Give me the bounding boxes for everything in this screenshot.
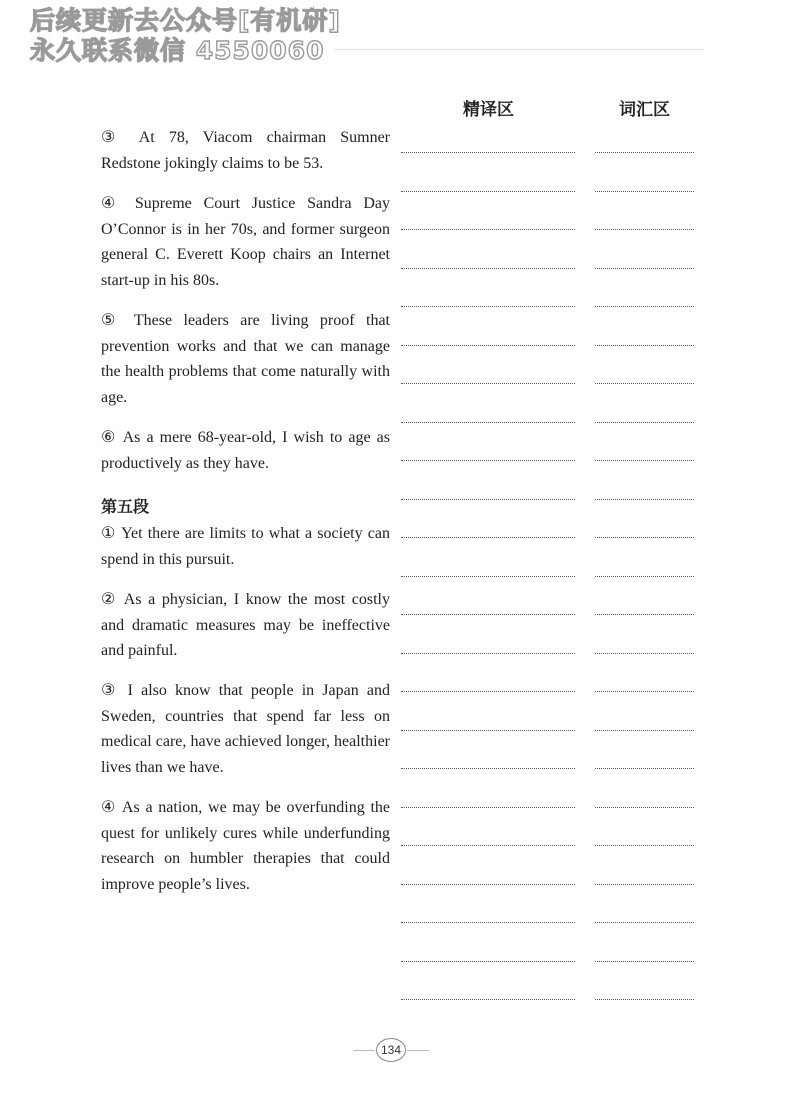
translation-writing-line (401, 768, 575, 769)
paragraph-sentence-6: ⑥ As a mere 68-year-old, I wish to age as productively as they have. (101, 429, 390, 472)
paragraph-5-sentence-3: ③ I also know that people in Japan and Sweden, countries that spend far less on medical care, have achieved longer, healthier lives than we have. (101, 682, 390, 776)
page-number: 134 (376, 1038, 406, 1062)
vocabulary-writing-line (595, 345, 694, 346)
translation-writing-line (401, 460, 575, 461)
vocabulary-writing-line (595, 152, 694, 153)
translation-writing-line (401, 614, 575, 615)
translation-writing-line (401, 922, 575, 923)
vocabulary-column-heading: 词汇区 (619, 100, 670, 120)
translation-writing-line (401, 730, 575, 731)
translation-writing-line (401, 845, 575, 846)
paragraph-5-sentence-1: ① Yet there are limits to what a society can spend in this pursuit. (101, 525, 390, 568)
watermark-line-1: 后续更新去公众号[有机研] (30, 6, 341, 35)
translation-writing-line (401, 306, 575, 307)
vocabulary-writing-line (595, 768, 694, 769)
vocabulary-writing-line (595, 306, 694, 307)
paragraph-sentence-5: ⑤ These leaders are living proof that prevention works and that we can manage the health problems that come naturally with age. (101, 312, 390, 406)
vocabulary-writing-line (595, 807, 694, 808)
translation-writing-line (401, 961, 575, 962)
vocabulary-writing-line (595, 499, 694, 500)
translation-writing-line (401, 345, 575, 346)
vocabulary-writing-line (595, 999, 694, 1000)
vocabulary-writing-line (595, 691, 694, 692)
paragraph-5-sentence-2: ② As a physician, I know the most costly and dramatic measures may be ineffective and painful. (101, 591, 390, 659)
translation-writing-line (401, 191, 575, 192)
translation-writing-line (401, 999, 575, 1000)
vocabulary-writing-line (595, 614, 694, 615)
paragraph-5-sentence-4: ④ As a nation, we may be overfunding the quest for unlikely cures while underfunding research on humbler therapies that could improve people’s lives. (101, 799, 390, 893)
vocabulary-writing-line (595, 884, 694, 885)
vocabulary-writing-line (595, 576, 694, 577)
translation-writing-line (401, 691, 575, 692)
vocabulary-writing-line (595, 653, 694, 654)
vocabulary-writing-line (595, 422, 694, 423)
translation-writing-line (401, 229, 575, 230)
paragraph-sentence-3: ③ At 78, Viacom chairman Sumner Redstone jokingly claims to be 53. (101, 129, 390, 172)
vocabulary-writing-line (595, 922, 694, 923)
watermark-logo (30, 6, 341, 66)
watermark-line-2: 永久联系微信 4550060 (30, 36, 325, 65)
translation-writing-line (401, 537, 575, 538)
translation-writing-line (401, 422, 575, 423)
translation-writing-line (401, 576, 575, 577)
section-title: 第五段 (101, 497, 150, 516)
vocabulary-writing-line (595, 191, 694, 192)
translation-column-heading: 精译区 (463, 100, 514, 120)
vocabulary-writing-line (595, 268, 694, 269)
translation-writing-line (401, 884, 575, 885)
translation-writing-line (401, 499, 575, 500)
vocabulary-writing-line (595, 383, 694, 384)
translation-writing-line (401, 807, 575, 808)
vocabulary-writing-line (595, 229, 694, 230)
vocabulary-writing-line (595, 730, 694, 731)
vocabulary-writing-line (595, 537, 694, 538)
vocabulary-writing-line (595, 460, 694, 461)
translation-writing-line (401, 653, 575, 654)
vocabulary-writing-line (595, 961, 694, 962)
translation-writing-line (401, 268, 575, 269)
translation-writing-line (401, 383, 575, 384)
paragraph-sentence-4: ④ Supreme Court Justice Sandra Day O’Connor is in her 70s, and former surgeon general C. Everett Koop chairs an Internet start-up in his 80s. (101, 195, 390, 289)
header-divider (335, 49, 703, 50)
vocabulary-writing-line (595, 845, 694, 846)
translation-writing-line (401, 152, 575, 153)
